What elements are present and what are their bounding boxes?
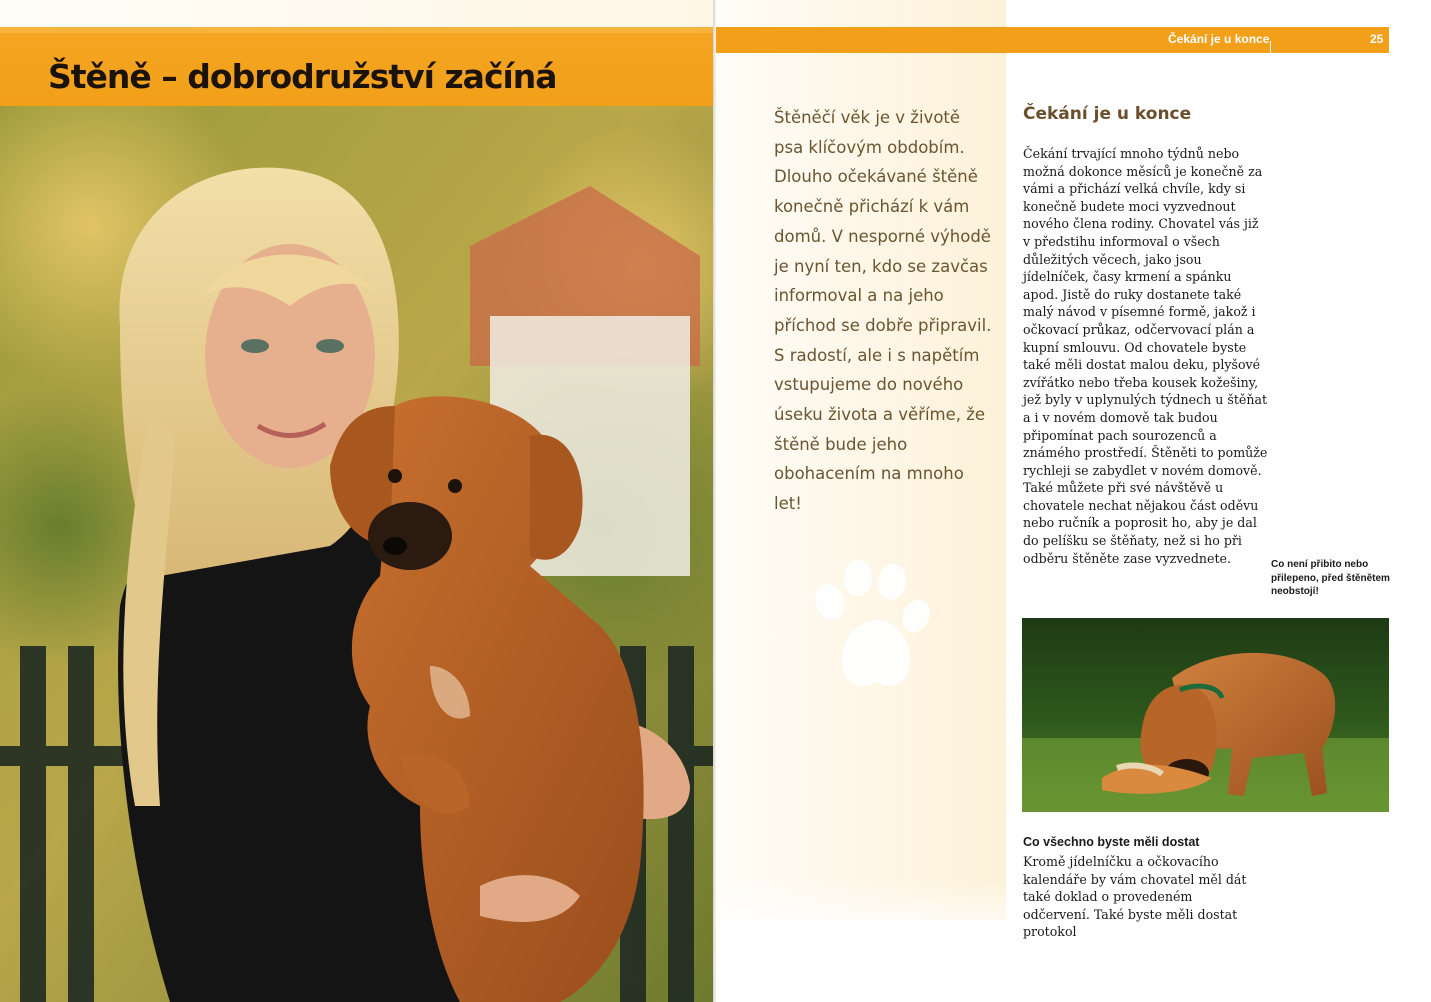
left-page <box>0 0 715 1002</box>
sub-heading: Co všechno byste měli dostat <box>1023 835 1200 849</box>
running-header <box>716 27 1389 53</box>
body-paragraph: Čekání trvající mnoho týdnů nebo možná dokonce měsíců je konečně za vámi a přichází velká chvíle, kdy si konečně budete moci vyzvednout nového člena rodiny. Chovatel vás již v předstihu informoval o všech důležitých věcech, jako jsou jídelníček, časy krmení a spánku apod. Jistě do ruky dostanete také malý návod v písemné formě, jakož i očkovací průkaz, odčervovací plán a kupní smlouvu. Od chovatele byste také měli dostat malou deku, plyšové zvířátko nebo třeba kousek kožešiny, jež byly v uplynulých týdnech u štěňat a i v novém domově tak budou připomínat pach sourozenců a známého prostředí. Štěněti to pomůže rychleji se zabydlet v novém domově. Také můžete při své návštěvě u chovatele nechat nějakou část oděvu nebo ručník a poprosit ho, aby je dal do pelíšku se štěňaty, než si ho při odběru štěněte zase vyzvednete. <box>1023 146 1268 566</box>
paw-print-icon <box>812 560 932 704</box>
page-number: 25 <box>1370 32 1384 46</box>
right-page <box>716 0 1431 1002</box>
photo-girl-with-puppy <box>0 106 715 1002</box>
sub-paragraph: Kromě jídelníčku a očkovacího kalendáře by vám chovatel měl dát také doklad o provedeném odčervení. Také byste měli dostat protokol <box>1023 854 1247 940</box>
intro-paragraph: Štěněčí věk je v životě psa klíčovým obdobím. Dlouho očekávané štěně konečně přichází k vám domů. V nesporné výhodě je nyní ten, kdo se zavčas informoval a na jeho příchod se dobře připravil. S radostí, ale i s napětím vstupujeme do nového úseku života a věříme, že štěně bude jeho obohacením na mnoho let! <box>774 108 992 514</box>
header-divider <box>1270 41 1271 53</box>
running-title: Čekání je u konce <box>1168 32 1270 46</box>
photo-caption: Co není přibito nebo přilepeno, před štěnětem neobstojí! <box>1271 559 1390 597</box>
title-bar <box>0 27 715 106</box>
photo-puppy-playing <box>1022 618 1389 812</box>
section-heading: Čekání je u konce <box>1023 104 1192 124</box>
page-title: Štěně – dobrodružství začíná <box>48 57 557 96</box>
